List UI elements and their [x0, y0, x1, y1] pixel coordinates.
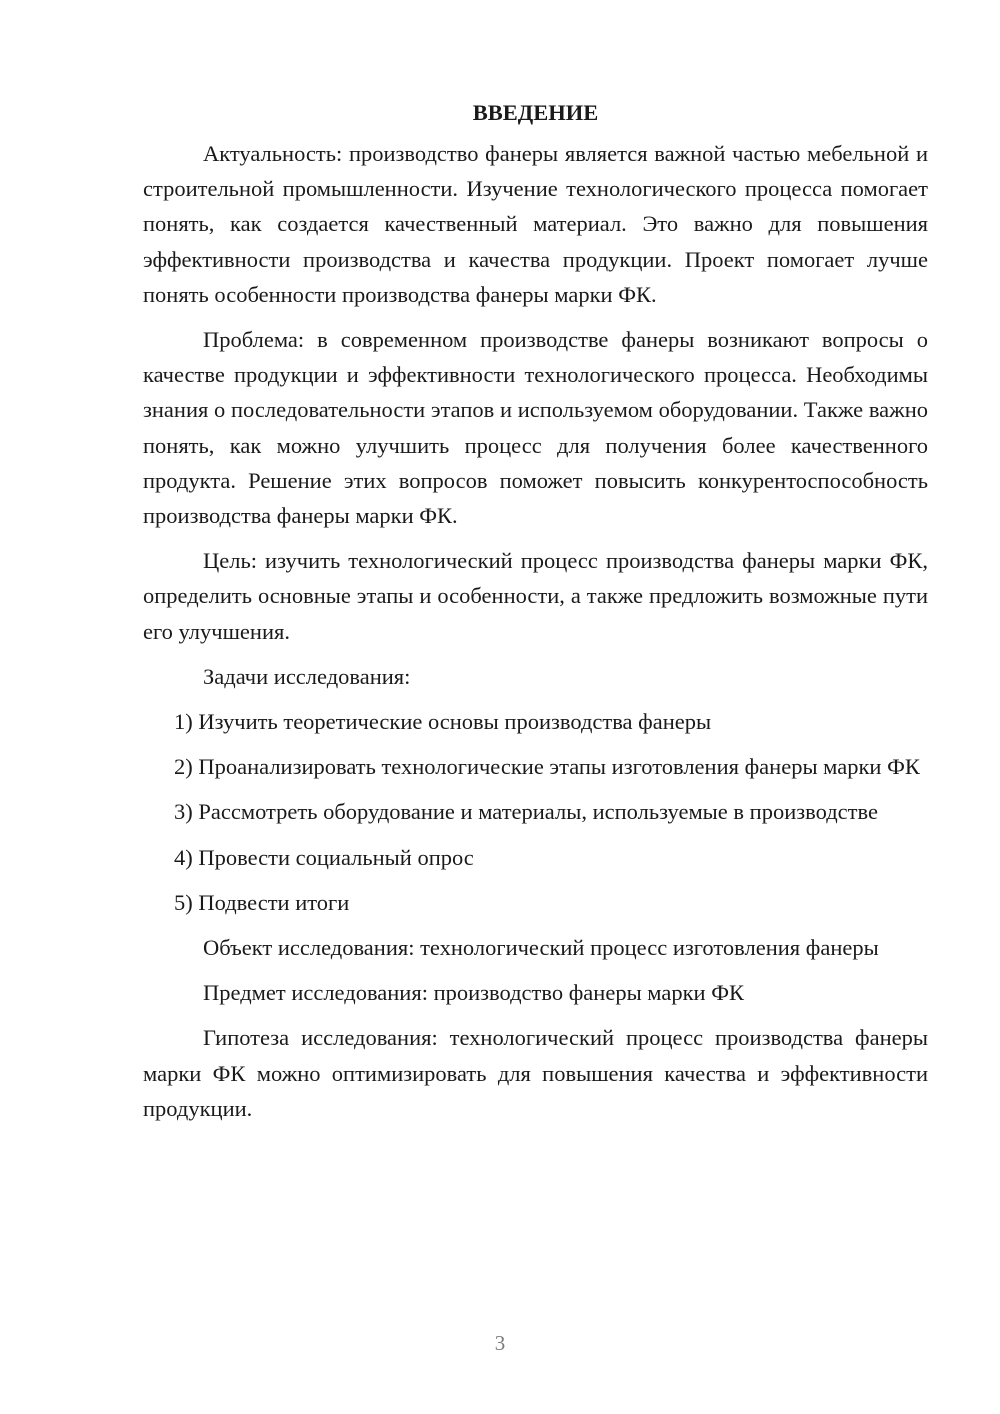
page-number: 3 [494, 1331, 506, 1355]
page-title: ВВЕДЕНИЕ [472, 100, 599, 125]
subject-paragraph: Предмет исследования: производство фанеры марки ФК [203, 980, 745, 1006]
relevance-paragraph: Актуальность: производство фанеры является важной частью мебельной и строительной промышленности. Изучение технологического процесса помогает понять, как создается качественный материал. Это важно для повышения эффективности производства и качества продукции. Проект помогает лучше понять особенности производства фанеры марки ФК. [143, 141, 928, 307]
tasks-list [143, 704, 928, 920]
goal-paragraph: Цель: изучить технологический процесс производства фанеры марки ФК, определить основные этапы и особенности, а также предложить возможные пути его улучшения. [143, 548, 928, 644]
hypothesis-paragraph: Гипотеза исследования: технологический процесс производства фанеры марки ФК можно оптимизировать для повышения качества и эффективности продукции. [143, 1025, 928, 1121]
problem-paragraph: Проблема: в современном производстве фанеры возникают вопросы о качестве продукции и эффективности технологического процесса. Необходимы знания о последовательности этапов и используемом оборудовании. Также важно понять, как можно улучшить процесс для получения более качественного продукта. Решение этих вопросов поможет повысить конкурентоспособность производства фанеры марки ФК. [143, 327, 928, 529]
list-item: 1) Изучить теоретические основы производства фанеры [174, 709, 712, 735]
document-page [143, 95, 928, 1136]
list-item: 2) Проанализировать технологические этапы изготовления фанеры марки ФК [174, 754, 920, 780]
list-item: 3) Рассмотреть оборудование и материалы, используемые в производстве [174, 799, 878, 825]
list-item: 4) Провести социальный опрос [174, 844, 474, 870]
tasks-heading: Задачи исследования: [203, 663, 411, 689]
list-item: 5) Подвести итоги [174, 889, 350, 915]
object-paragraph: Объект исследования: технологический процесс изготовления фанеры [203, 935, 879, 961]
